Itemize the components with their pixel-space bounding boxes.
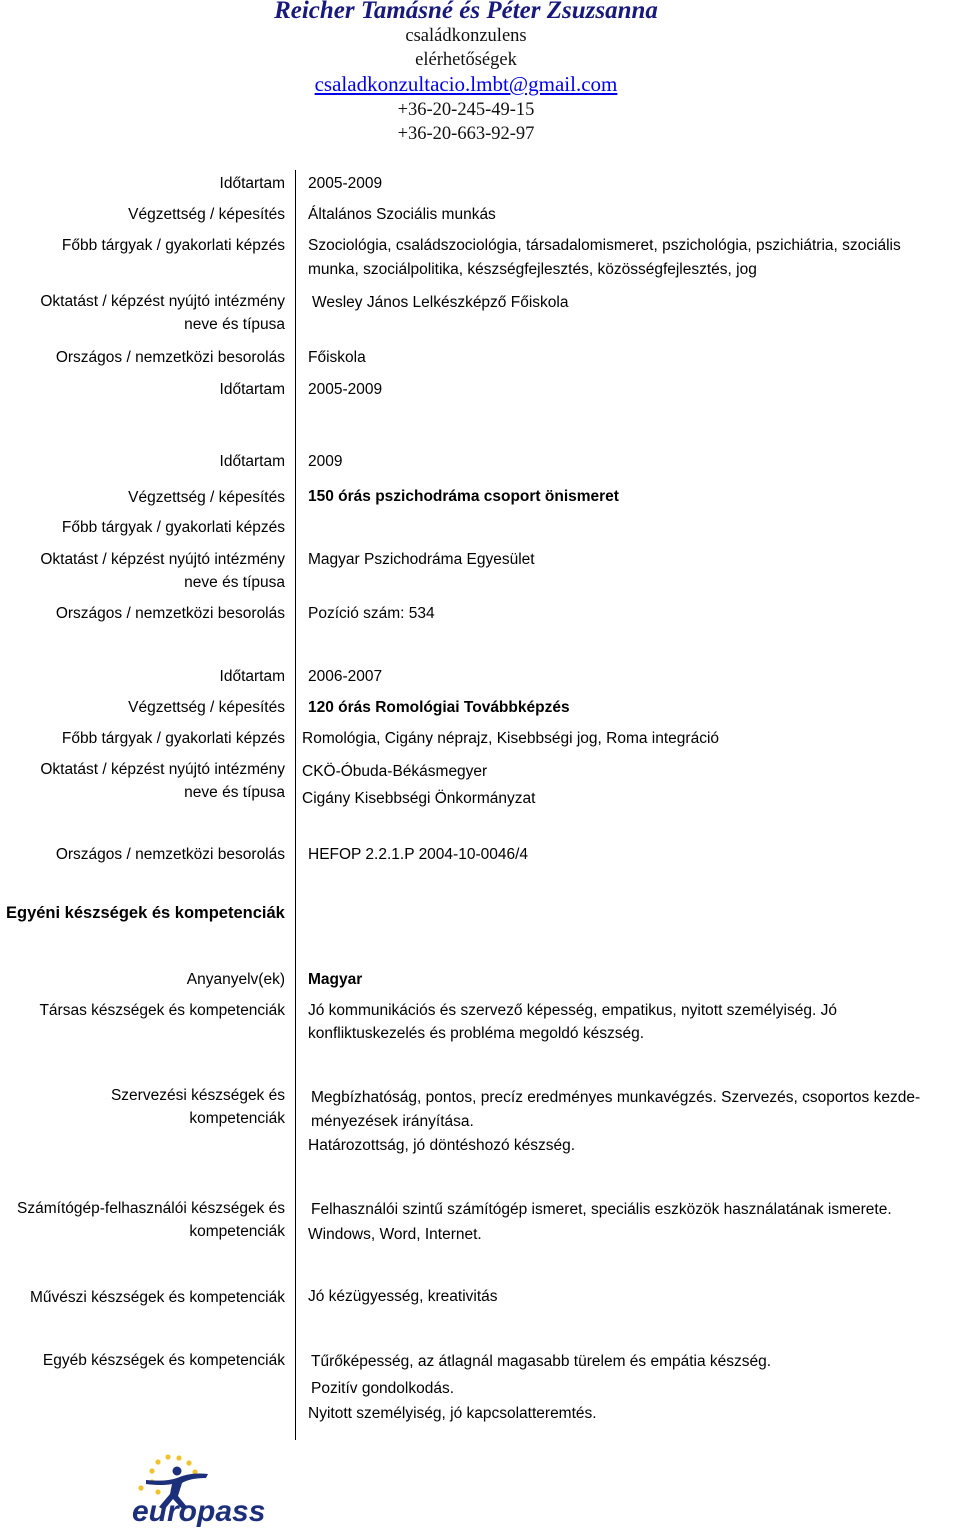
edu1-class: Főiskola <box>308 349 366 366</box>
cv-role: családkonzulens <box>405 26 527 46</box>
edu2-qual-label: Végzettség / képesítés <box>128 489 285 506</box>
europass-logo <box>128 1452 278 1530</box>
org-skills-line3: Határozottság, jó döntéshozó készség. <box>308 1137 576 1154</box>
edu3-class-label: Országos / nemzetközi besorolás <box>55 846 285 863</box>
column-divider <box>295 170 296 1440</box>
artistic-skills-label: Művészi készségek és kompetenciák <box>29 1289 285 1306</box>
org-skills-label-2: kompetenciák <box>189 1110 285 1127</box>
edu1-duration-label: Időtartam <box>219 175 285 192</box>
other-skills-line2: Pozitív gondolkodás. <box>311 1380 455 1397</box>
edu1-subjects-line1: Szociológia, családszociológia, társadalomismeret, pszichológia, pszichiátria, szociális <box>308 237 901 254</box>
edu3-qual: 120 órás Romológiai Továbbképzés <box>308 699 570 716</box>
skills-section-title: Egyéni készségek és kompetenciák <box>6 904 285 922</box>
other-skills-line3: Nyitott személyiség, jó kapcsolatteremtés. <box>308 1405 597 1422</box>
edu3-institution-line1: CKÖ-Óbuda-Békásmegyer <box>302 763 488 780</box>
social-skills-line2: konfliktuskezelés és probléma megoldó készség. <box>308 1025 645 1042</box>
org-skills-line2: ményezések irányítása. <box>311 1113 474 1130</box>
edu3-subjects: Romológia, Cigány néprajz, Kisebbségi jog, Roma integráció <box>302 730 720 747</box>
edu3-class: HEFOP 2.2.1.P 2004-10-0046/4 <box>308 846 529 863</box>
computer-skills-label-2: kompetenciák <box>189 1223 285 1240</box>
computer-skills-line1: Felhasználói szintű számítógép ismeret, speciális eszközök használatának ismerete. <box>311 1201 892 1218</box>
edu1-duration: 2005-2009 <box>308 175 383 192</box>
edu2-subjects-label: Főbb tárgyak / gyakorlati képzés <box>61 519 285 536</box>
social-skills-label: Társas készségek és kompetenciák <box>39 1002 285 1019</box>
edu2-duration: 2009 <box>308 453 343 470</box>
contacts-label: elérhetőségek <box>415 50 517 70</box>
email-link[interactable]: csaladkonzultacio.lmbt@gmail.com <box>314 72 618 96</box>
artistic-skills: Jó kézügyesség, kreativitás <box>308 1288 498 1305</box>
phone-2: +36-20-663-92-97 <box>397 124 535 144</box>
edu1-inst-label-2: neve és típusa <box>184 316 285 333</box>
edu1-duration2-label: Időtartam <box>219 381 285 398</box>
mother-tongue: Magyar <box>308 971 363 988</box>
edu3-duration-label: Időtartam <box>219 668 285 685</box>
org-skills-line1: Megbízhatóság, pontos, precíz eredményes munkavégzés. Szervezés, csoportos kezde- <box>311 1089 921 1106</box>
edu3-qual-label: Végzettség / képesítés <box>128 699 285 716</box>
edu2-inst-label-1: Oktatást / képzést nyújtó intézmény <box>40 551 285 568</box>
edu3-institution-line2: Cigány Kisebbségi Önkormányzat <box>302 790 536 807</box>
edu3-inst-label-1: Oktatást / képzést nyújtó intézmény <box>40 761 285 778</box>
edu3-subjects-label: Főbb tárgyak / gyakorlati képzés <box>61 730 285 747</box>
edu1-qual-label: Végzettség / képesítés <box>128 206 285 223</box>
mother-tongue-label: Anyanyelv(ek) <box>186 971 285 988</box>
org-skills-label-1: Szervezési készségek és <box>110 1087 285 1104</box>
edu2-inst-label-2: neve és típusa <box>184 574 285 591</box>
edu3-duration: 2006-2007 <box>308 668 383 685</box>
edu1-inst-label-1: Oktatást / képzést nyújtó intézmény <box>40 293 285 310</box>
other-skills-line1: Tűrőképesség, az átlagnál magasabb türelem és empátia készség. <box>311 1353 772 1370</box>
edu1-subjects-line2: munka, szociálpolitika, készségfejlesztés, közösségfejlesztés, jog <box>308 261 757 278</box>
edu3-inst-label-2: neve és típusa <box>184 784 285 801</box>
cv-name: Reicher Tamásné és Péter Zsuzsanna <box>274 0 658 24</box>
edu1-duration2: 2005-2009 <box>308 381 383 398</box>
edu1-class-label: Országos / nemzetközi besorolás <box>55 349 285 366</box>
europass-logo-graphic <box>128 1452 278 1530</box>
europass-wordmark: europass <box>132 1495 266 1528</box>
edu1-subjects-label: Főbb tárgyak / gyakorlati képzés <box>61 237 285 254</box>
edu2-class-label: Országos / nemzetközi besorolás <box>55 605 285 622</box>
edu2-institution: Magyar Pszichodráma Egyesület <box>308 551 535 568</box>
edu2-duration-label: Időtartam <box>219 453 285 470</box>
edu2-class: Pozíció szám: 534 <box>308 605 435 622</box>
edu1-qual: Általános Szociális munkás <box>308 206 496 223</box>
other-skills-label: Egyéb készségek és kompetenciák <box>42 1352 285 1369</box>
edu2-qual: 150 órás pszichodráma csoport önismeret <box>308 488 619 505</box>
computer-skills-label-1: Számítógép-felhasználói készségek és <box>17 1200 285 1217</box>
social-skills-line1: Jó kommunikációs és szervező képesség, empatikus, nyitott személyiség. Jó <box>308 1002 837 1019</box>
phone-1: +36-20-245-49-15 <box>397 100 535 120</box>
computer-skills-line2: Windows, Word, Internet. <box>308 1226 482 1243</box>
edu1-institution: Wesley János Lelkészképző Főiskola <box>312 294 569 311</box>
